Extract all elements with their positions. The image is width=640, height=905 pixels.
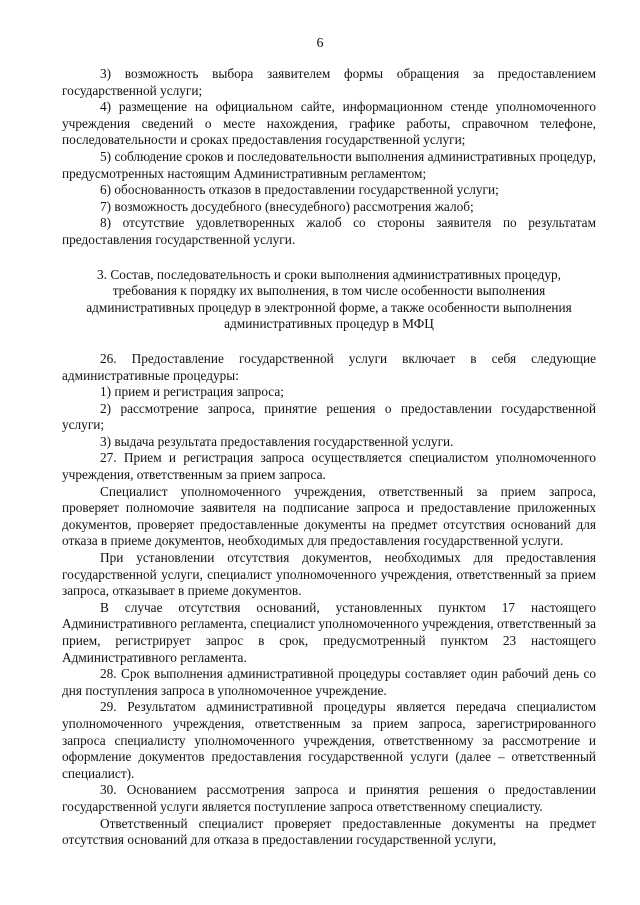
paragraph: 30. Основанием рассмотрения запроса и принятия решения о предоставлении государственной услуги является поступление запроса ответственному специалисту. (62, 782, 596, 814)
list-item: 3) возможность выбора заявителем формы обращения за предоставлением государственной услуги; (62, 66, 596, 98)
list-item: 5) соблюдение сроков и последовательности выполнения административных процедур, предусмотренных настоящим Административным регламентом; (62, 148, 596, 181)
list-item: 8) отсутствие удовлетворенных жалоб со стороны заявителя по результатам предоставления государственной услуги. (62, 215, 596, 247)
paragraph: 3) выдача результата предоставления государственной услуги. (100, 433, 454, 449)
paragraph: 29. Результатом административной процедуры является передача специалистом уполномоченного учреждения, ответственным за прием запроса, зарегистрированного запроса специалисту уполномоченного учреждения, ответственному за рассмотрение и оформление документов предоставления государственной услуги (далее – ответственный специалист). (62, 699, 596, 781)
list-item: 7) возможность досудебного (внесудебного) рассмотрения жалоб; (100, 198, 474, 214)
paragraph: В случае отсутствия оснований, установленных пунктом 17 настоящего Административного регламента, специалист уполномоченного учреждения, ответственный за прием, регистрирует запрос в срок, предусмотренный пунктом 23 настоящего Административного регламента. (62, 599, 596, 665)
list-item: 4) размещение на официальном сайте, информационном стенде уполномоченного учреждения сведений о месте нахождения, графике работы, справочном телефоне, последовательности и сроках предоставления государственной услуги; (62, 99, 596, 148)
paragraph: Специалист уполномоченного учреждения, ответственный за прием запроса, проверяет полномочие заявителя на подписание запроса и предоставление приложенных документов, проверяет предоставленные документы на предмет отсутствия оснований для отказа в приеме документов, необходимых для предоставления государственной услуги. (62, 483, 596, 549)
paragraph: 28. Срок выполнения административной процедуры составляет один рабочий день со дня поступления запроса в уполномоченное учреждение. (62, 666, 596, 698)
document-body (62, 66, 596, 849)
page-number: 6 (316, 36, 324, 51)
paragraph: При установлении отсутствия документов, необходимых для предоставления государственной услуги, специалист уполномоченного учреждения, ответственный за прием запроса, отказывает в приеме документов. (62, 550, 596, 599)
section-heading: 3. Состав, последовательность и сроки выполнения административных процедур, требования к порядку их выполнения, в том числе особенности выполнения административных процедур в электронной форме, а также особенности выполнения административных процедур в МФЦ (86, 266, 572, 332)
paragraph: 1) прием и регистрация запроса; (100, 384, 284, 400)
list-item: 6) обоснованность отказов в предоставлении государственной услуги; (100, 182, 499, 198)
paragraph: 27. Прием и регистрация запроса осуществляется специалистом уполномоченного учреждения, ответственным за прием запроса. (62, 450, 596, 483)
paragraph: 2) рассмотрение запроса, принятие решения о предоставлении государственной услуги; (62, 400, 596, 433)
paragraph: 26. Предоставление государственной услуги включает в себя следующие административные процедуры: (62, 350, 596, 383)
paragraph: Ответственный специалист проверяет предоставленные документы на предмет отсутствия оснований для отказа в предоставлении государственной услуги, (62, 815, 596, 848)
